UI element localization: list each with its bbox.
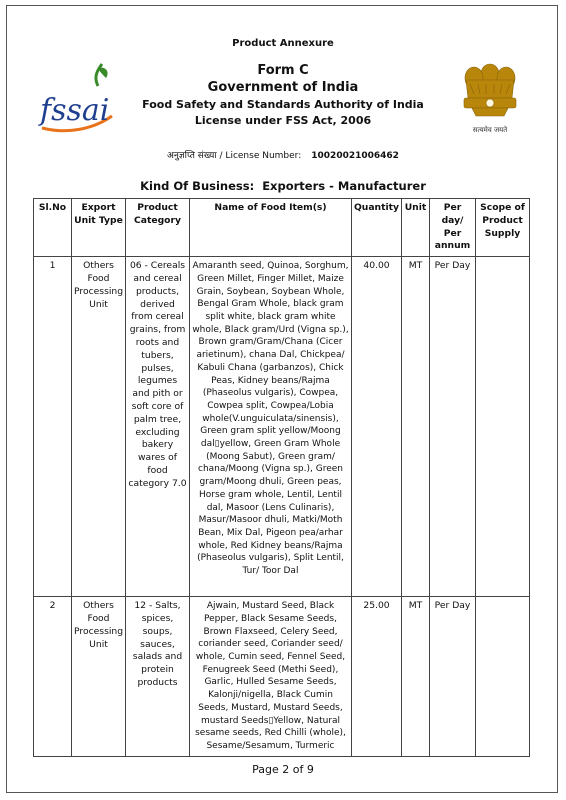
cell-category: 12 - Salts, spices, soups, sauces, salads and protein products <box>126 597 190 756</box>
col-header-scope: Scope of Product Supply <box>476 199 530 257</box>
cell-quantity: 25.00 <box>352 597 402 756</box>
business-label: Kind Of Business: <box>140 179 255 193</box>
cell-unit: MT <box>402 597 430 756</box>
cell-unit-type: Others Food Processing Unit <box>72 597 126 756</box>
col-header-quantity: Quantity <box>352 199 402 257</box>
table-row <box>34 257 530 597</box>
cell-scope <box>476 257 530 597</box>
product-table <box>33 198 530 757</box>
cell-unit: MT <box>402 257 430 597</box>
license-number: 10020021006462 <box>311 151 399 161</box>
col-header-unit-type: Export Unit Type <box>72 199 126 257</box>
cell-category: 06 - Cereals and cereal products, derived from cereal grains, from roots and tubers, pulses, legumes and pith or soft core of palm tree, excluding bakery wares of food category 7.0 <box>126 257 190 597</box>
cell-food-items: Amaranth seed, Quinoa, Sorghum, Green Millet, Finger Millet, Maize Grain, Soybean, Soybean Whole, Bengal Gram Whole, black gram split white, black gram white whole, Black gram/Urd (Vigna sp.), Brown gram/Gram/Chana (Cicer arietinum), chana Dal, Chickpea/ Kabuli Chana (garbanzos), Chick Peas, Kidney beans/Rajma (Phaseolus vulgaris), Cowpea, Cowpea split, Cowpea/Lobia whole(V.unguiculata/sinensis), Green gram split yellow/Moong dal▯yellow, Green Gram Whole (Moong Sabut), Green gram/ chana/Moong (Vigna sp.), Green gram/Moong dhuli, Green peas, Horse gram whole, Lentil, Lentil dal, Masoor (Lens Culinaris), Masur/Masoor dhuli, Matki/Moth Bean, Mix Dal, Pigeon pea/arhar whole, Red Kidney beans/Rajma (Phaseolus vulgaris), Split Lentil, Tur/ Toor Dal <box>190 257 352 597</box>
license-line <box>0 148 566 161</box>
authority-title: Food Safety and Standards Authority of India <box>142 98 424 111</box>
cell-slno: 1 <box>34 257 72 597</box>
col-header-unit: Unit <box>402 199 430 257</box>
business-value: Exporters - Manufacturer <box>262 179 426 193</box>
emblem-caption: सत्यमेव जयते <box>472 126 508 134</box>
table-header-row <box>34 199 530 257</box>
cell-per: Per Day <box>430 597 476 756</box>
annexure-title: Product Annexure <box>232 38 334 49</box>
form-title: Form C <box>257 63 309 78</box>
cell-food-items: Ajwain, Mustard Seed, Black Pepper, Black Sesame Seeds, Brown Flaxseed, Celery Seed, coriander seed, Coriander seed/ whole, Cumin seed, Fennel Seed, Fenugreek Seed (Methi Seed), Garlic, Hulled Sesame Seeds, Kalonji/nigella, Black Cumin Seeds, Mustard, Mustard Seeds, mustard Seeds▯Yellow, Natural sesame seeds, Red Chilli (whole), Sesame/Sesamum, Turmeric <box>190 597 352 756</box>
government-title: Government of India <box>207 80 359 95</box>
page-number: Page 2 of 9 <box>252 763 314 776</box>
table-row <box>34 597 530 756</box>
cell-per: Per Day <box>430 257 476 597</box>
kind-of-business <box>0 179 566 193</box>
col-header-food-items: Name of Food Item(s) <box>190 199 352 257</box>
col-header-slno: Sl.No <box>34 199 72 257</box>
col-header-per: Per day/ Per annum <box>430 199 476 257</box>
act-title: License under FSS Act, 2006 <box>194 114 372 127</box>
cell-quantity: 40.00 <box>352 257 402 597</box>
logo-text: fssai <box>40 93 110 128</box>
cell-scope <box>476 597 530 756</box>
cell-unit-type: Others Food Processing Unit <box>72 257 126 597</box>
license-label: अनुज्ञप्ति संख्या / License Number: <box>167 151 302 161</box>
col-header-category: Product Category <box>126 199 190 257</box>
cell-slno: 2 <box>34 597 72 756</box>
